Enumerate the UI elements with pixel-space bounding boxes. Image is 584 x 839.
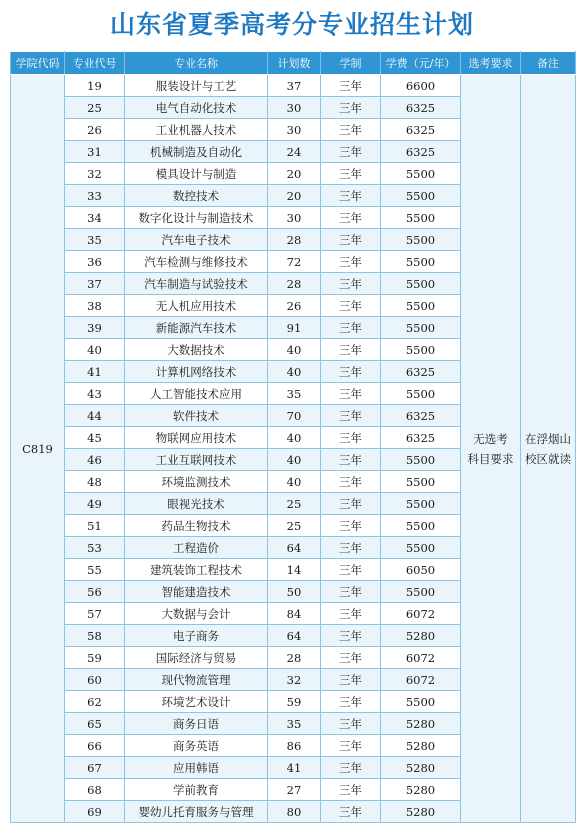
duration-cell: 三年 (321, 185, 381, 207)
duration-cell: 三年 (321, 119, 381, 141)
major-code-cell: 45 (65, 427, 125, 449)
major-name-cell: 智能建造技术 (125, 581, 268, 603)
tuition-cell: 6072 (381, 647, 461, 669)
duration-cell: 三年 (321, 449, 381, 471)
major-name-cell: 无人机应用技术 (125, 295, 268, 317)
tuition-cell: 5280 (381, 735, 461, 757)
tuition-cell: 5500 (381, 207, 461, 229)
duration-cell: 三年 (321, 647, 381, 669)
major-name-cell: 现代物流管理 (125, 669, 268, 691)
major-code-cell: 36 (65, 251, 125, 273)
plan-count-cell: 37 (268, 75, 321, 97)
major-name-cell: 商务英语 (125, 735, 268, 757)
major-code-cell: 35 (65, 229, 125, 251)
tuition-cell: 5500 (381, 295, 461, 317)
duration-cell: 三年 (321, 295, 381, 317)
duration-cell: 三年 (321, 669, 381, 691)
page-title: 山东省夏季高考分专业招生计划 (109, 10, 474, 39)
duration-cell: 三年 (321, 361, 381, 383)
header-college-code: 学院代码 (11, 52, 65, 75)
plan-count-cell: 80 (268, 801, 321, 823)
major-code-cell: 49 (65, 493, 125, 515)
major-code-cell: 58 (65, 625, 125, 647)
major-name-cell: 环境监测技术 (125, 471, 268, 493)
major-code-cell: 33 (65, 185, 125, 207)
major-code-cell: 51 (65, 515, 125, 537)
major-code-cell: 26 (65, 119, 125, 141)
duration-cell: 三年 (321, 97, 381, 119)
remark-line-1: 在浮烟山 (525, 431, 571, 446)
duration-cell: 三年 (321, 625, 381, 647)
tuition-cell: 5500 (381, 691, 461, 713)
major-code-cell: 44 (65, 405, 125, 427)
major-name-cell: 软件技术 (125, 405, 268, 427)
major-code-cell: 48 (65, 471, 125, 493)
major-name-cell: 新能源汽车技术 (125, 317, 268, 339)
major-code-cell: 40 (65, 339, 125, 361)
major-name-cell: 汽车检测与维修技术 (125, 251, 268, 273)
major-code-cell: 34 (65, 207, 125, 229)
enrollment-plan-table (10, 51, 576, 823)
header-remark: 备注 (521, 52, 576, 75)
subject-requirement-cell (461, 75, 521, 823)
plan-count-cell: 32 (268, 669, 321, 691)
major-name-cell: 应用韩语 (125, 757, 268, 779)
duration-cell: 三年 (321, 75, 381, 97)
duration-cell: 三年 (321, 515, 381, 537)
tuition-cell: 6072 (381, 669, 461, 691)
tuition-cell: 5500 (381, 185, 461, 207)
duration-cell: 三年 (321, 735, 381, 757)
plan-count-cell: 50 (268, 581, 321, 603)
tuition-cell: 5500 (381, 515, 461, 537)
duration-cell: 三年 (321, 559, 381, 581)
tuition-cell: 6072 (381, 603, 461, 625)
plan-count-cell: 14 (268, 559, 321, 581)
major-code-cell: 31 (65, 141, 125, 163)
duration-cell: 三年 (321, 317, 381, 339)
plan-count-cell: 70 (268, 405, 321, 427)
duration-cell: 三年 (321, 251, 381, 273)
tuition-cell: 6600 (381, 75, 461, 97)
tuition-cell: 5500 (381, 537, 461, 559)
plan-count-cell: 30 (268, 207, 321, 229)
duration-cell: 三年 (321, 713, 381, 735)
plan-count-cell: 40 (268, 427, 321, 449)
major-code-cell: 43 (65, 383, 125, 405)
major-name-cell: 汽车制造与试验技术 (125, 273, 268, 295)
duration-cell: 三年 (321, 801, 381, 823)
duration-cell: 三年 (321, 163, 381, 185)
major-name-cell: 工业机器人技术 (125, 119, 268, 141)
plan-count-cell: 35 (268, 383, 321, 405)
duration-cell: 三年 (321, 603, 381, 625)
header-plan-count: 计划数 (268, 52, 321, 75)
major-name-cell: 建筑装饰工程技术 (125, 559, 268, 581)
major-code-cell: 69 (65, 801, 125, 823)
major-name-cell: 计算机网络技术 (125, 361, 268, 383)
tuition-cell: 5500 (381, 581, 461, 603)
major-name-cell: 数字化设计与制造技术 (125, 207, 268, 229)
tuition-cell: 5280 (381, 625, 461, 647)
plan-count-cell: 40 (268, 339, 321, 361)
major-code-cell: 68 (65, 779, 125, 801)
major-name-cell: 电气自动化技术 (125, 97, 268, 119)
plan-count-cell: 64 (268, 537, 321, 559)
tuition-cell: 5500 (381, 471, 461, 493)
header-tuition: 学费（元/年） (381, 52, 461, 75)
tuition-cell: 5500 (381, 317, 461, 339)
major-code-cell: 46 (65, 449, 125, 471)
duration-cell: 三年 (321, 207, 381, 229)
remark-line-2: 校区就读 (525, 451, 571, 466)
major-name-cell: 人工智能技术应用 (125, 383, 268, 405)
tuition-cell: 5500 (381, 449, 461, 471)
tuition-cell: 6325 (381, 119, 461, 141)
major-code-cell: 53 (65, 537, 125, 559)
plan-count-cell: 30 (268, 119, 321, 141)
plan-count-cell: 59 (268, 691, 321, 713)
major-code-cell: 41 (65, 361, 125, 383)
major-name-cell: 药品生物技术 (125, 515, 268, 537)
tuition-cell: 5500 (381, 251, 461, 273)
major-code-cell: 55 (65, 559, 125, 581)
major-code-cell: 37 (65, 273, 125, 295)
plan-count-cell: 40 (268, 449, 321, 471)
duration-cell: 三年 (321, 779, 381, 801)
tuition-cell: 6050 (381, 559, 461, 581)
major-name-cell: 服装设计与工艺 (125, 75, 268, 97)
subject-requirement-line-2: 科目要求 (467, 451, 514, 466)
plan-count-cell: 25 (268, 493, 321, 515)
duration-cell: 三年 (321, 691, 381, 713)
major-name-cell: 大数据与会计 (125, 603, 268, 625)
major-code-cell: 56 (65, 581, 125, 603)
major-name-cell: 汽车电子技术 (125, 229, 268, 251)
plan-count-cell: 40 (268, 361, 321, 383)
major-name-cell: 环境艺术设计 (125, 691, 268, 713)
major-name-cell: 电子商务 (125, 625, 268, 647)
duration-cell: 三年 (321, 537, 381, 559)
major-name-cell: 工程造价 (125, 537, 268, 559)
plan-count-cell: 64 (268, 625, 321, 647)
duration-cell: 三年 (321, 493, 381, 515)
major-name-cell: 大数据技术 (125, 339, 268, 361)
plan-count-cell: 72 (268, 251, 321, 273)
duration-cell: 三年 (321, 273, 381, 295)
tuition-cell: 5280 (381, 713, 461, 735)
major-code-cell: 59 (65, 647, 125, 669)
tuition-cell: 6325 (381, 97, 461, 119)
major-name-cell: 工业互联网技术 (125, 449, 268, 471)
tuition-cell: 5500 (381, 493, 461, 515)
duration-cell: 三年 (321, 141, 381, 163)
duration-cell: 三年 (321, 757, 381, 779)
duration-cell: 三年 (321, 405, 381, 427)
college-code: C819 (22, 441, 53, 456)
tuition-cell: 5500 (381, 273, 461, 295)
major-code-cell: 66 (65, 735, 125, 757)
plan-count-cell: 26 (268, 295, 321, 317)
major-name-cell: 眼视光技术 (125, 493, 268, 515)
major-code-cell: 39 (65, 317, 125, 339)
plan-count-cell: 41 (268, 757, 321, 779)
duration-cell: 三年 (321, 383, 381, 405)
table-header-row (11, 52, 576, 75)
tuition-cell: 5500 (381, 229, 461, 251)
duration-cell: 三年 (321, 427, 381, 449)
major-name-cell: 国际经济与贸易 (125, 647, 268, 669)
tuition-cell: 5280 (381, 779, 461, 801)
major-name-cell: 婴幼儿托育服务与管理 (125, 801, 268, 823)
plan-count-cell: 25 (268, 515, 321, 537)
major-name-cell: 机械制造及自动化 (125, 141, 268, 163)
plan-count-cell: 20 (268, 185, 321, 207)
plan-count-cell: 91 (268, 317, 321, 339)
duration-cell: 三年 (321, 471, 381, 493)
tuition-cell: 5500 (381, 163, 461, 185)
tuition-cell: 6325 (381, 361, 461, 383)
major-code-cell: 60 (65, 669, 125, 691)
plan-count-cell: 28 (268, 647, 321, 669)
major-code-cell: 19 (65, 75, 125, 97)
major-name-cell: 学前教育 (125, 779, 268, 801)
plan-count-cell: 28 (268, 229, 321, 251)
major-code-cell: 62 (65, 691, 125, 713)
major-name-cell: 物联网应用技术 (125, 427, 268, 449)
table-body (11, 75, 576, 823)
tuition-cell: 6325 (381, 405, 461, 427)
tuition-cell: 6325 (381, 427, 461, 449)
tuition-cell: 5280 (381, 757, 461, 779)
plan-count-cell: 84 (268, 603, 321, 625)
table-row (11, 75, 576, 97)
major-code-cell: 65 (65, 713, 125, 735)
major-name-cell: 模具设计与制造 (125, 163, 268, 185)
header-subject-requirement: 选考要求 (461, 52, 521, 75)
plan-count-cell: 40 (268, 471, 321, 493)
plan-count-cell: 35 (268, 713, 321, 735)
duration-cell: 三年 (321, 229, 381, 251)
duration-cell: 三年 (321, 339, 381, 361)
plan-count-cell: 30 (268, 97, 321, 119)
duration-cell: 三年 (321, 581, 381, 603)
tuition-cell: 5500 (381, 383, 461, 405)
plan-count-cell: 24 (268, 141, 321, 163)
college-code-cell (11, 75, 65, 823)
plan-count-cell: 27 (268, 779, 321, 801)
header-major-code: 专业代号 (65, 52, 125, 75)
tuition-cell: 5500 (381, 339, 461, 361)
major-code-cell: 25 (65, 97, 125, 119)
remark-cell (521, 75, 576, 823)
plan-count-cell: 86 (268, 735, 321, 757)
subject-requirement-line-1: 无选考 (473, 431, 508, 446)
major-name-cell: 数控技术 (125, 185, 268, 207)
tuition-cell: 6325 (381, 141, 461, 163)
header-duration: 学制 (321, 52, 381, 75)
major-code-cell: 57 (65, 603, 125, 625)
major-name-cell: 商务日语 (125, 713, 268, 735)
major-code-cell: 67 (65, 757, 125, 779)
tuition-cell: 5280 (381, 801, 461, 823)
plan-count-cell: 28 (268, 273, 321, 295)
major-code-cell: 32 (65, 163, 125, 185)
header-major-name: 专业名称 (125, 52, 268, 75)
major-code-cell: 38 (65, 295, 125, 317)
plan-count-cell: 20 (268, 163, 321, 185)
